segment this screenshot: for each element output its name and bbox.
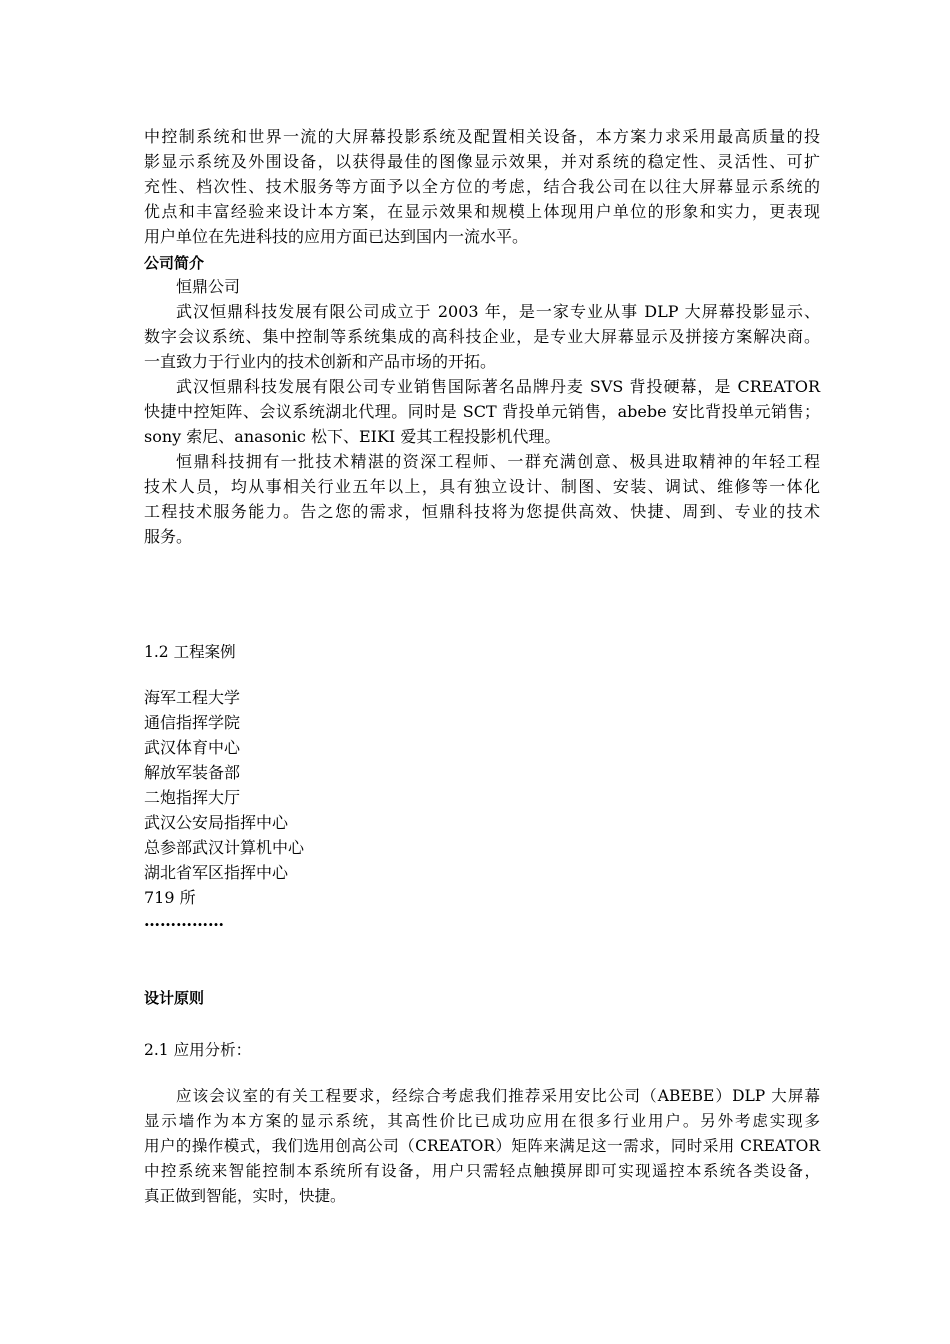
case-item: 719 所: [144, 888, 196, 907]
case-item-ellipsis: ……………: [144, 911, 224, 930]
company-name: 恒鼎公司: [176, 277, 241, 296]
company-p1-line: 数字会议系统、集中控制等系统集成的高科技企业，是专业大屏幕显示及拼接方案解决商。: [144, 327, 820, 346]
intro-line: 优点和丰富经验来设计本方案，在显示效果和规模上体现用户单位的形象和实力，更表现: [144, 202, 820, 221]
company-p3-line: 恒鼎科技拥有一批技术精湛的资深工程师、一群充满创意、极具进取精神的年轻工程: [176, 452, 820, 471]
company-p2-line: 武汉恒鼎科技发展有限公司专业销售国际著名品牌丹麦 SVS 背投硬幕，是 CREATOR: [176, 377, 820, 396]
case-item: 通信指挥学院: [144, 713, 241, 732]
company-p2-line: sony 索尼、anasonic 松下、EIKI 爱其工程投影机代理。: [144, 427, 561, 446]
design-p-line: 应该会议室的有关工程要求，经综合考虑我们推荐采用安比公司（ABEBE）DLP 大屏幕: [176, 1087, 820, 1105]
design-p-line: 中控系统来智能控制本系统所有设备，用户只需轻点触摸屏即可实现遥控本系统各类设备，: [144, 1162, 820, 1180]
case-item: 海军工程大学: [144, 688, 241, 707]
company-p2-line: 快捷中控矩阵、会议系统湖北代理。同时是 SCT 背投单元销售，abebe 安比背投单元销售；: [144, 402, 820, 421]
case-item: 武汉公安局指挥中心: [144, 813, 289, 832]
intro-line: 充性、档次性、技术服务等方面予以全方位的考虑，结合我公司在以往大屏幕显示系统的: [144, 177, 820, 196]
design-p-line: 显示墙作为本方案的显示系统，其高性价比已成功应用在很多行业用户。另外考虑实现多: [144, 1112, 820, 1130]
company-p1-line: 武汉恒鼎科技发展有限公司成立于 2003 年，是一家专业从事 DLP 大屏幕投影显示、: [176, 302, 820, 321]
case-item: 武汉体育中心: [144, 738, 241, 757]
intro-line: 影显示系统及外围设备，以获得最佳的图像显示效果，并对系统的稳定性、灵活性、可扩: [144, 152, 820, 171]
design-p-line: 真正做到智能，实时，快捷。: [144, 1187, 346, 1205]
intro-line: 中控制系统和世界一流的大屏幕投影系统及配置相关设备，本方案力求采用最高质量的投: [144, 127, 820, 146]
company-p1-line: 一直致力于行业内的技术创新和产品市场的开拓。: [144, 352, 497, 371]
case-item: 解放军装备部: [144, 763, 241, 782]
company-p3-line: 技术人员，均从事相关行业五年以上，具有独立设计、制图、安装、调试、维修等一体化: [144, 477, 820, 496]
design-subheading: 2.1 应用分析：: [144, 1041, 252, 1059]
company-p3-line: 服务。: [144, 527, 193, 546]
case-item: 湖北省军区指挥中心: [144, 863, 289, 882]
design-heading: 设计原则: [144, 989, 205, 1007]
case-item: 总参部武汉计算机中心: [144, 838, 305, 857]
company-p3-line: 工程技术服务能力。告之您的需求，恒鼎科技将为您提供高效、快捷、周到、专业的技术: [144, 502, 820, 521]
design-p-line: 用户的操作模式，我们选用创高公司（CREATOR）矩阵来满足这一需求，同时采用 CREATOR: [144, 1137, 820, 1155]
intro-line: 用户单位在先进科技的应用方面已达到国内一流水平。: [144, 227, 529, 246]
case-item: 二炮指挥大厅: [144, 788, 241, 807]
cases-heading: 1.2 工程案例: [144, 643, 236, 661]
company-heading: 公司简介: [144, 254, 205, 272]
